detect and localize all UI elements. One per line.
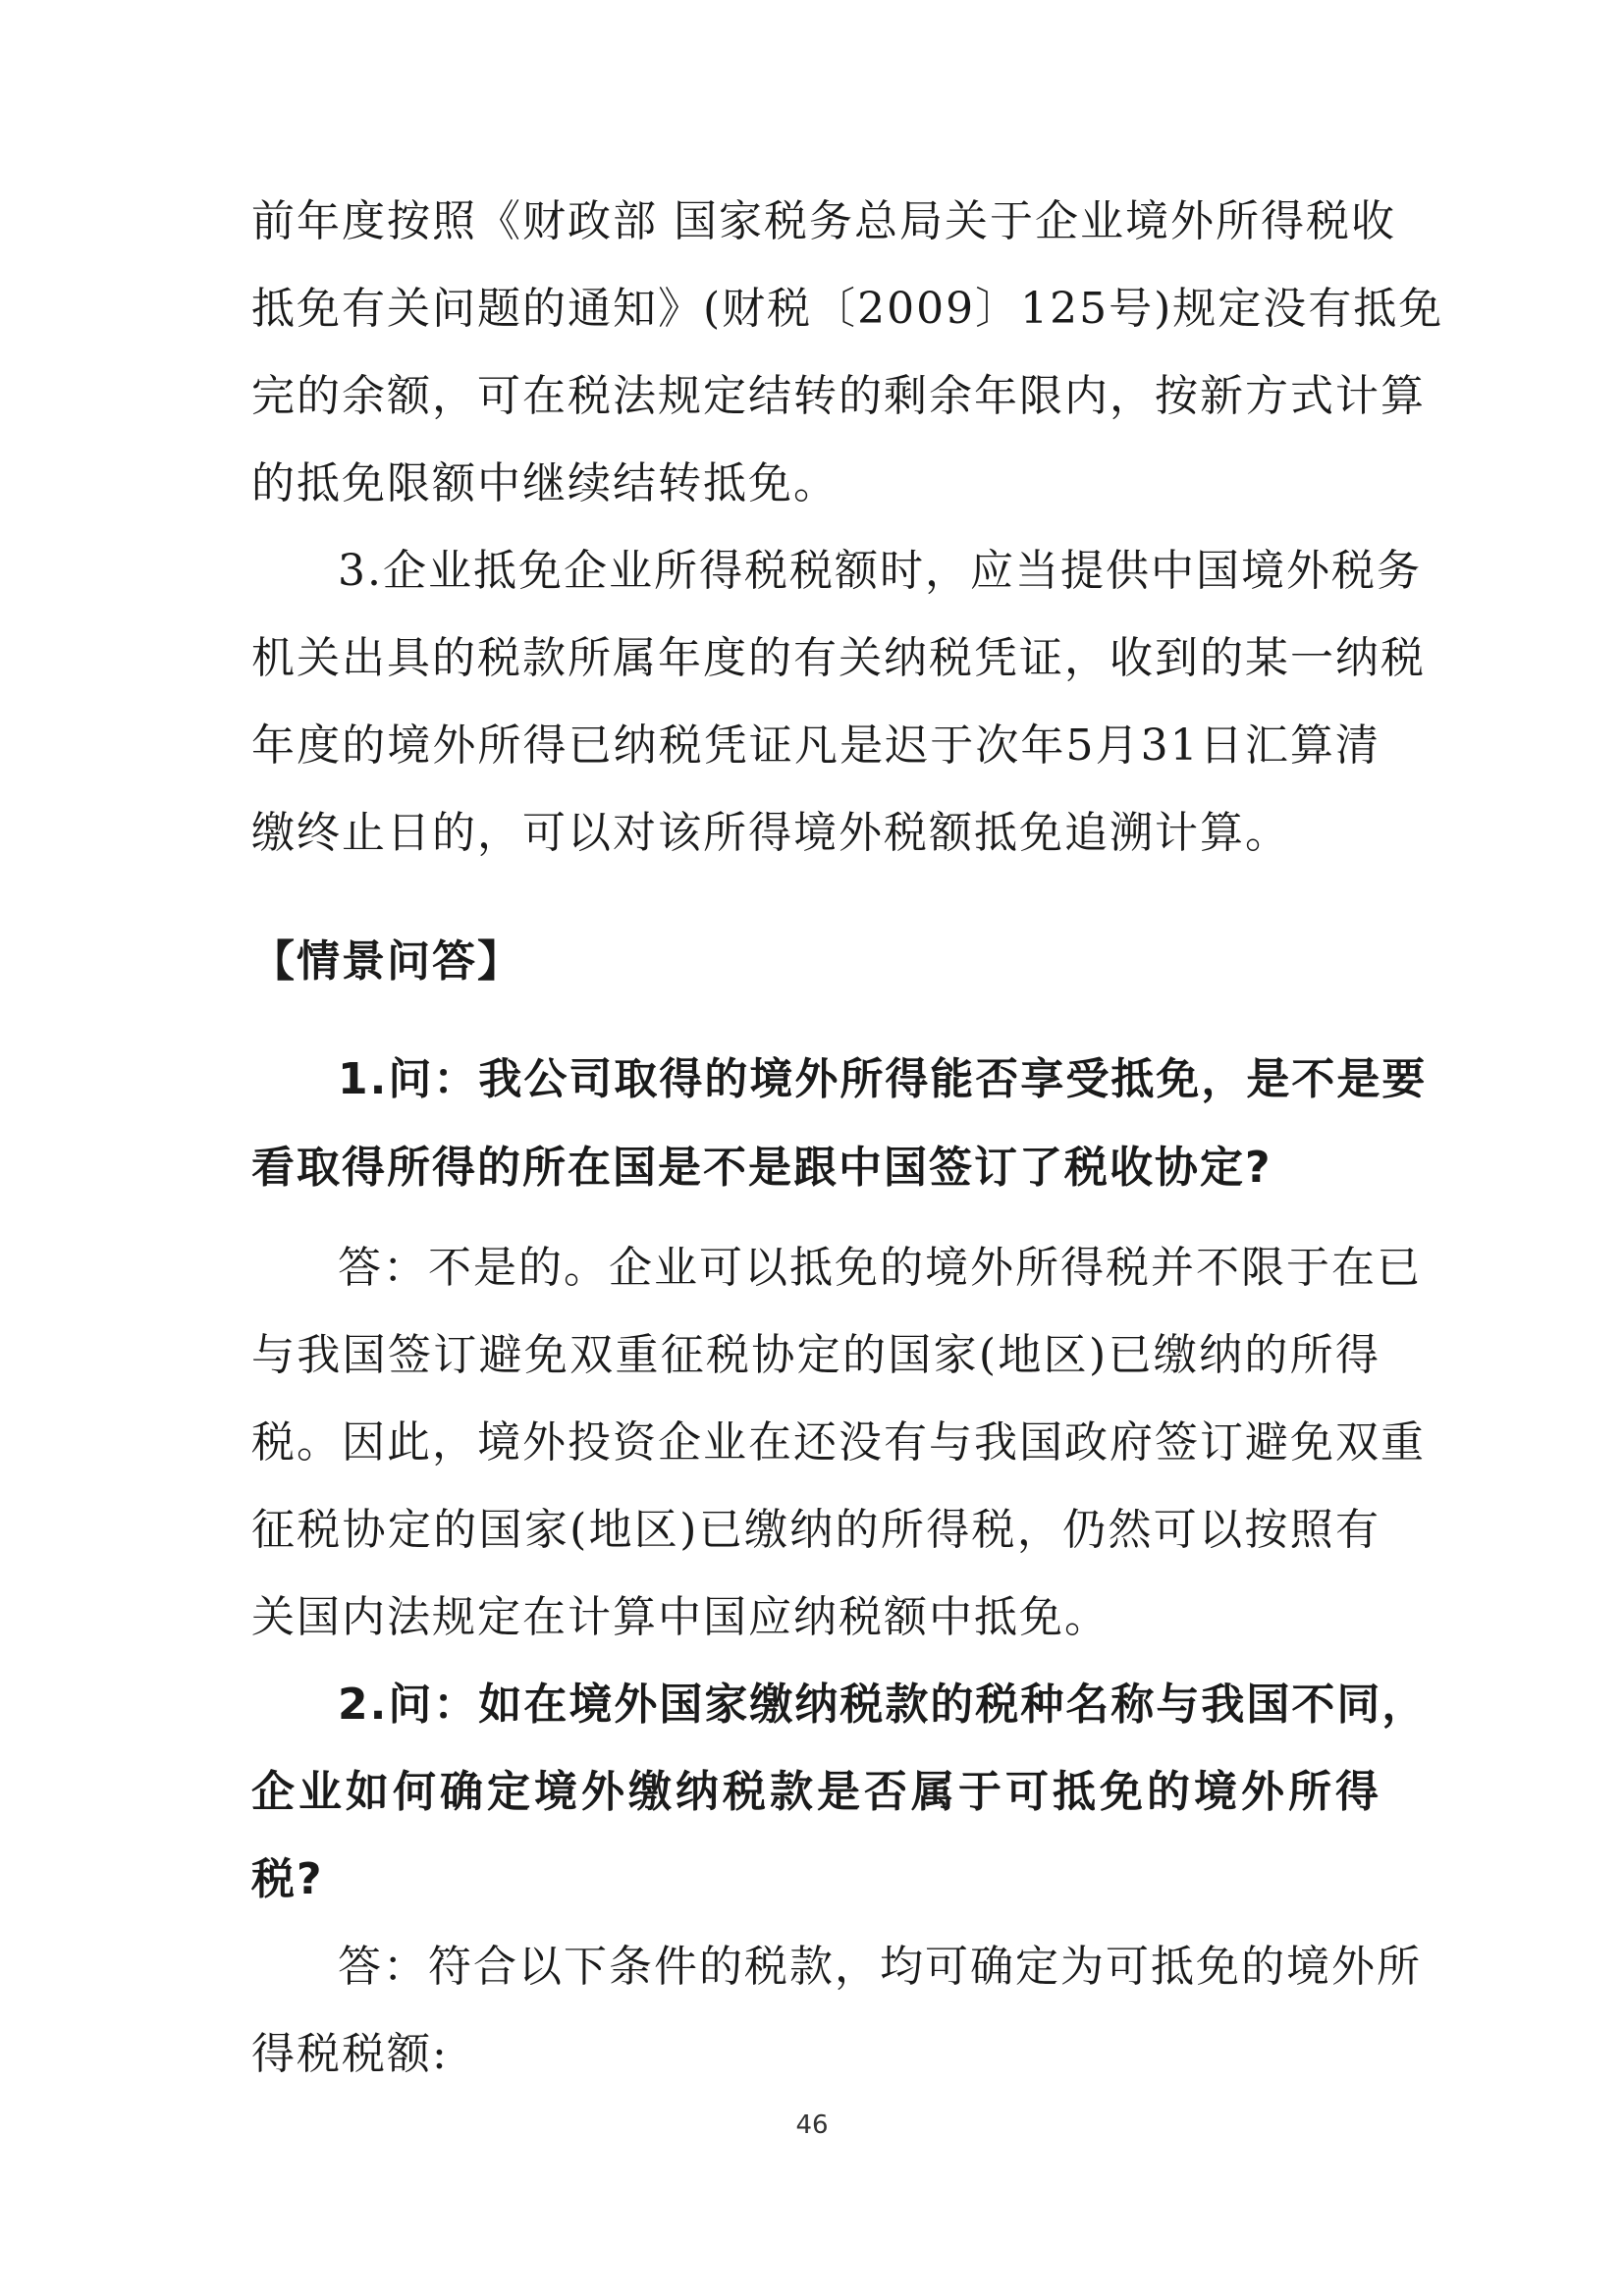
question-line: 企业如何确定境外缴纳税款是否属于可抵免的境外所得: [251, 1767, 1380, 1817]
answer-line: 与我国签订避免双重征税协定的国家(地区)已缴纳的所得: [251, 1330, 1380, 1380]
paragraph-line: 年度的境外所得已纳税凭证凡是迟于次年5月31日汇算清: [251, 721, 1380, 771]
paragraph-line: 的抵免限额中继续结转抵免。: [251, 458, 839, 508]
question-line: 2.问：如在境外国家缴纳税款的税种名称与我国不同，: [338, 1680, 1428, 1730]
question-line: 看取得所得的所在国是不是跟中国签订了税收协定?: [251, 1143, 1272, 1193]
paragraph-line: 缴终止日的，可以对该所得境外税额抵免追溯计算。: [251, 808, 1290, 858]
answer-line: 征税协定的国家(地区)已缴纳的所得税，仍然可以按照有: [251, 1505, 1380, 1555]
paragraph-line: 3.企业抵免企业所得税税额时，应当提供中国境外税务: [338, 546, 1422, 596]
paragraph-line: 机关出具的税款所属年度的有关纳税凭证，收到的某一纳税: [251, 633, 1426, 683]
answer-line: 答：符合以下条件的税款，均可确定为可抵免的境外所: [338, 1942, 1422, 1992]
question-line: 税?: [251, 1854, 324, 1904]
paragraph-line: 前年度按照《财政部 国家税务总局关于企业境外所得税收: [251, 196, 1396, 246]
answer-line: 税。因此，境外投资企业在还没有与我国政府签订避免双重: [251, 1417, 1426, 1468]
page-number: 46: [795, 2110, 829, 2140]
answer-line: 得税税额:: [251, 2029, 449, 2079]
answer-line: 答：不是的。企业可以抵免的境外所得税并不限于在已: [338, 1243, 1422, 1293]
answer-line: 关国内法规定在计算中国应纳税额中抵免。: [251, 1592, 1110, 1642]
paragraph-line: 完的余额，可在税法规定结转的剩余年限内，按新方式计算: [251, 371, 1426, 421]
paragraph-line: 抵免有关问题的通知》(财税〔2009〕125号)规定没有抵免: [251, 284, 1444, 334]
section-heading: 【情景问答】: [251, 936, 522, 987]
question-line: 1.问：我公司取得的境外所得能否享受抵免，是不是要: [338, 1054, 1428, 1104]
